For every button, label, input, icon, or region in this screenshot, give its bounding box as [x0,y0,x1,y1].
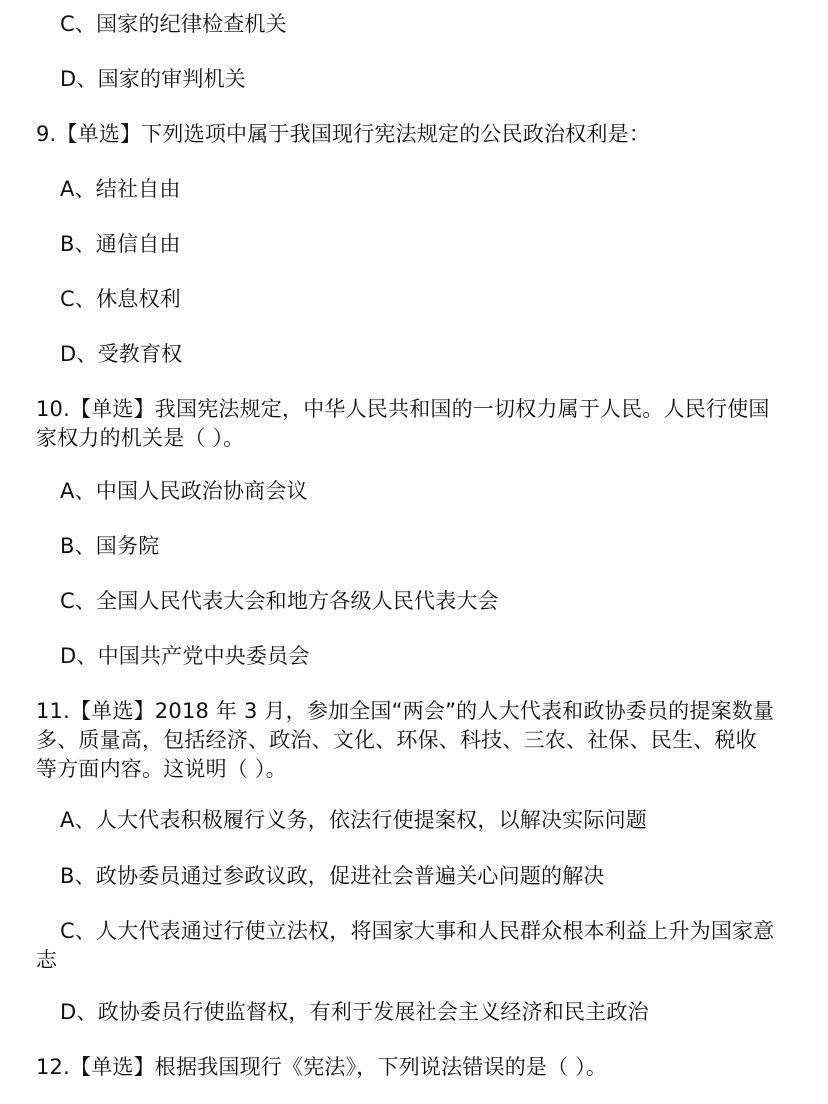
q11-option-c: C、人大代表通过行使立法权，将国家大事和人民群众根本利益上升为国家意志 [36,919,775,972]
q11-stem: 11.【单选】2018 年 3 月，参加全国“两会”的人大代表和政协委员的提案数量多、质量高，包括经济、政治、文化、环保、科技、三农、社保、民生、税收等方面内容。这说明（ ）。 [36,699,775,781]
q9-option-b: B、通信自由 [60,232,181,256]
q9-option-c: C、休息权利 [60,287,181,311]
q9-option-a: A、结社自由 [60,177,181,201]
q8-option-c: C、国家的纪律检查机关 [60,12,287,36]
q12-stem: 12.【单选】根据我国现行《宪法》，下列说法错误的是（ ）。 [36,1055,608,1079]
q11-option-b: B、政协委员通过参政议政，促进社会普遍关心问题的解决 [60,864,605,888]
q10-option-d: D、中国共产党中央委员会 [60,644,310,668]
q11-option-a: A、人大代表积极履行义务，依法行使提案权，以解决实际问题 [60,808,647,832]
q9-option-d: D、受教育权 [60,342,183,366]
q10-option-a: A、中国人民政治协商会议 [60,479,308,503]
q10-option-c: C、全国人民代表大会和地方各级人民代表大会 [60,589,499,613]
q8-option-d: D、国家的审判机关 [60,67,246,91]
q10-option-b: B、国务院 [60,534,160,558]
q11-option-d: D、政协委员行使监督权，有利于发展社会主义经济和民主政治 [60,1000,649,1024]
q9-stem: 9.【单选】下列选项中属于我国现行宪法规定的公民政治权利是： [36,122,651,146]
q10-stem: 10.【单选】我国宪法规定，中华人民共和国的一切权力属于人民。人民行使国家权力的机关是（ ）。 [36,397,770,450]
